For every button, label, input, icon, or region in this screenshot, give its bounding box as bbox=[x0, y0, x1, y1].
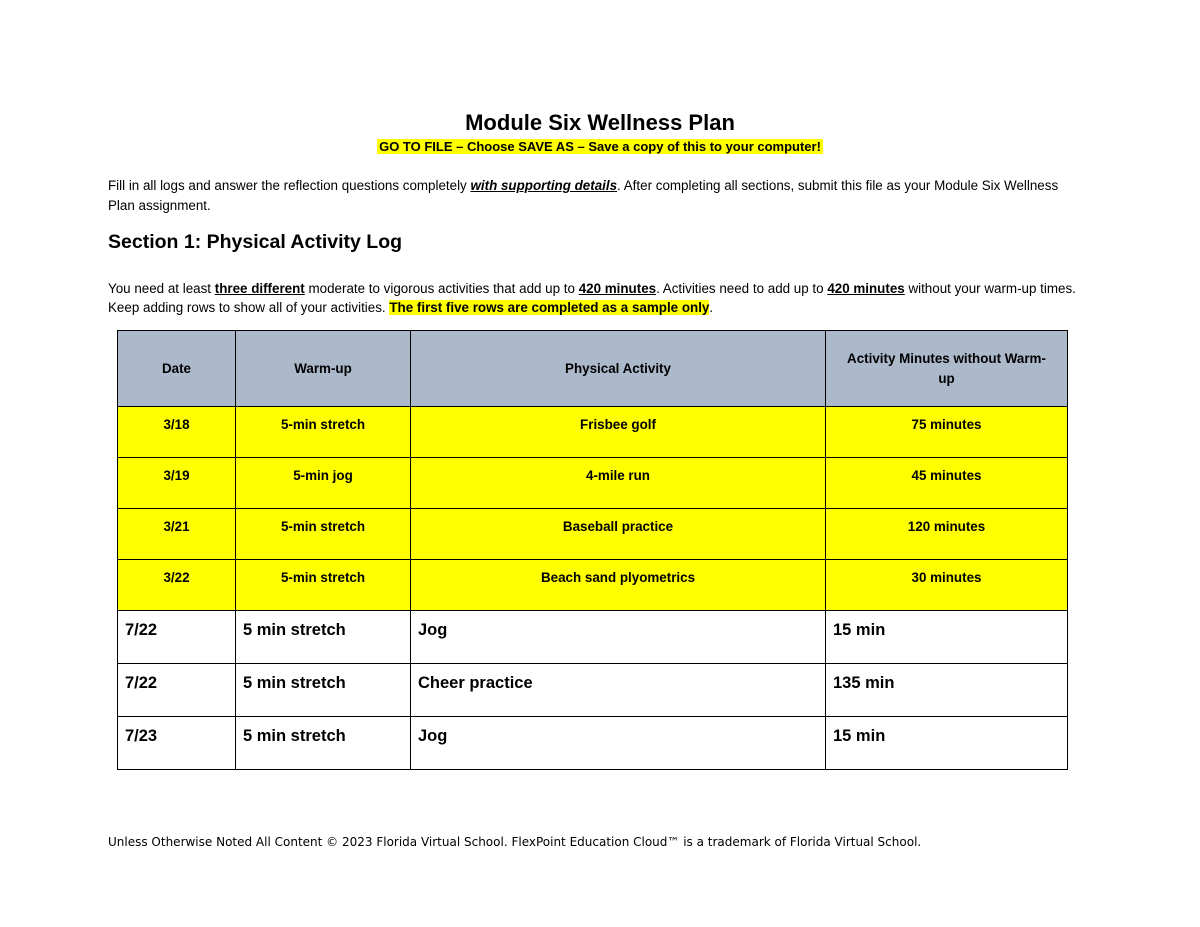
save-instruction-text: GO TO FILE – Choose SAVE AS – Save a copy of this to your computer! bbox=[379, 139, 821, 154]
intro-text-end: . After completing all sections, submit this file as your Module Six Wellness Plan assignment. bbox=[108, 178, 1059, 213]
cell-activity[interactable]: 4-mile run bbox=[411, 458, 826, 509]
cell-warm-up[interactable]: 5-min stretch bbox=[236, 560, 411, 611]
cell-activity[interactable]: Jog bbox=[411, 717, 826, 770]
cell-activity[interactable]: Beach sand plyometrics bbox=[411, 560, 826, 611]
cell-date[interactable]: 7/22 bbox=[118, 664, 236, 717]
cell-date[interactable]: 7/22 bbox=[118, 611, 236, 664]
sample-note: The first five rows are completed as a sample only bbox=[389, 300, 710, 315]
entry-row bbox=[118, 664, 1068, 717]
instructions-emphasis: 420 minutes bbox=[578, 281, 657, 296]
cell-date[interactable]: 3/21 bbox=[118, 509, 236, 560]
cell-date[interactable]: 7/23 bbox=[118, 717, 236, 770]
page-title: Module Six Wellness Plan bbox=[465, 110, 735, 135]
cell-date[interactable]: 3/18 bbox=[118, 407, 236, 458]
entry-row bbox=[118, 611, 1068, 664]
sample-row bbox=[118, 560, 1068, 611]
intro-text: Fill in all logs and answer the reflection questions completely bbox=[108, 178, 471, 193]
sample-row bbox=[118, 458, 1068, 509]
instructions-text: . Activities need to add up to bbox=[656, 281, 828, 296]
header-physical-activity: Physical Activity bbox=[411, 331, 826, 407]
intro-emphasis: with supporting details bbox=[470, 178, 618, 193]
cell-minutes[interactable]: 30 minutes bbox=[826, 560, 1068, 611]
cell-minutes[interactable]: 120 minutes bbox=[826, 509, 1068, 560]
cell-warm-up[interactable]: 5-min jog bbox=[236, 458, 411, 509]
cell-date[interactable]: 3/22 bbox=[118, 560, 236, 611]
cell-activity[interactable]: Jog bbox=[411, 611, 826, 664]
instructions-text: You need at least bbox=[108, 281, 215, 296]
instructions-text: . bbox=[709, 300, 714, 315]
cell-minutes[interactable]: 75 minutes bbox=[826, 407, 1068, 458]
copyright-footer: Unless Otherwise Noted All Content © 2023 Florida Virtual School. FlexPoint Education Cloud™ is a trademark of Florida Virtual School. bbox=[108, 835, 922, 849]
cell-warm-up[interactable]: 5 min stretch bbox=[236, 611, 411, 664]
physical-activity-log-table bbox=[117, 330, 1068, 770]
cell-warm-up[interactable]: 5-min stretch bbox=[236, 509, 411, 560]
cell-warm-up[interactable]: 5 min stretch bbox=[236, 664, 411, 717]
cell-warm-up[interactable]: 5 min stretch bbox=[236, 717, 411, 770]
cell-minutes[interactable]: 135 min bbox=[826, 664, 1068, 717]
activity-instructions bbox=[108, 279, 1083, 317]
section-heading: Section 1: Physical Activity Log bbox=[108, 231, 403, 253]
cell-minutes[interactable]: 15 min bbox=[826, 611, 1068, 664]
cell-activity[interactable]: Baseball practice bbox=[411, 509, 826, 560]
cell-activity[interactable]: Cheer practice bbox=[411, 664, 826, 717]
header-warm-up: Warm-up bbox=[236, 331, 411, 407]
sample-row bbox=[118, 509, 1068, 560]
cell-minutes[interactable]: 45 minutes bbox=[826, 458, 1068, 509]
header-date: Date bbox=[118, 331, 236, 407]
instructions-emphasis: three different bbox=[214, 281, 305, 296]
instructions-emphasis: 420 minutes bbox=[827, 281, 905, 296]
cell-warm-up[interactable]: 5-min stretch bbox=[236, 407, 411, 458]
table-header-row bbox=[118, 331, 1068, 407]
cell-date[interactable]: 3/19 bbox=[118, 458, 236, 509]
entry-row bbox=[118, 717, 1068, 770]
cell-activity[interactable]: Frisbee golf bbox=[411, 407, 826, 458]
instructions-text: without your warm-up times. Keep adding rows to show all of your activities. bbox=[108, 281, 1076, 315]
cell-minutes[interactable]: 15 min bbox=[826, 717, 1068, 770]
save-instruction bbox=[0, 139, 1200, 154]
intro-paragraph bbox=[108, 176, 1088, 216]
sample-row bbox=[118, 407, 1068, 458]
instructions-text: moderate to vigorous activities that add up to bbox=[304, 281, 579, 296]
header-activity-minutes: Activity Minutes without Warm-up bbox=[826, 331, 1068, 407]
